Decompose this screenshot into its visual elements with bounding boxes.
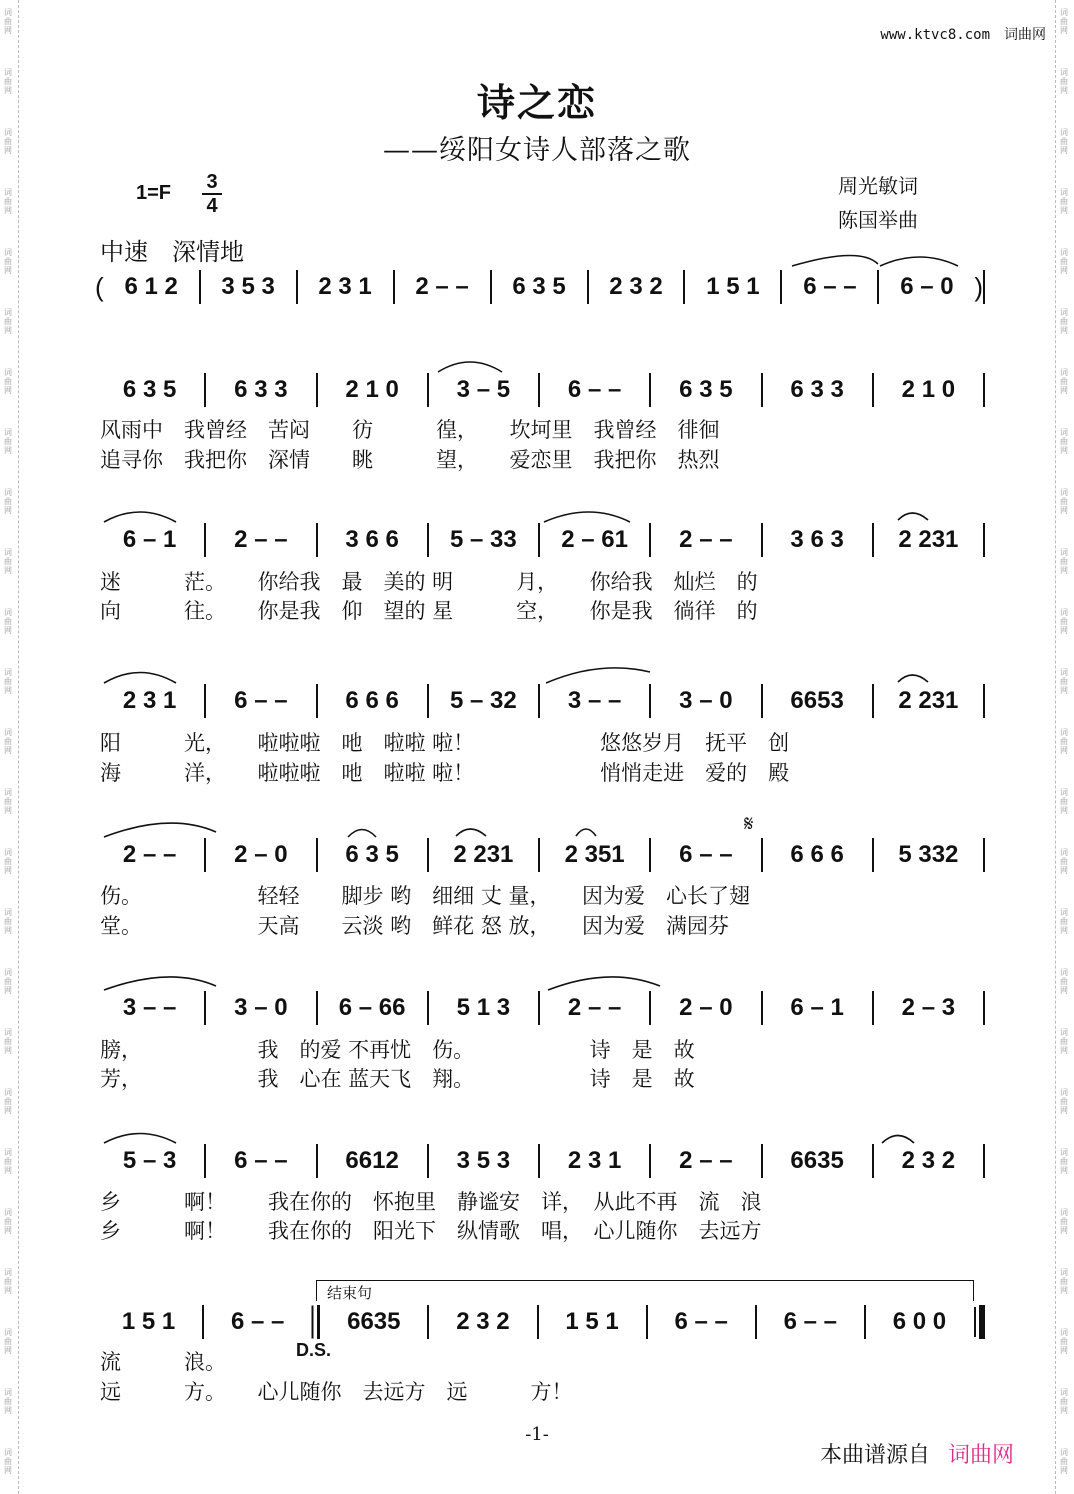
measure: 6 6 6 xyxy=(790,841,844,868)
slur xyxy=(576,829,596,836)
measure: 6 – – xyxy=(567,376,622,403)
measure: 3 6 3 xyxy=(790,526,844,553)
lyric-line: 膀， 我 的爱 不再忧 伤。 诗 是 故 xyxy=(100,1038,695,1062)
score-row-0: ( 6 1 2 3 5 3 2 3 1 2 – – 6 3 5 2 3 2 1 5 1 6 – – 6 – 0 ) xyxy=(95,269,985,305)
measure: 6653 xyxy=(790,687,844,714)
slur xyxy=(104,1134,176,1144)
measure: 6 – – xyxy=(234,1147,288,1174)
watermark-glyphs: 词 曲 网 xyxy=(1060,1448,1068,1475)
watermark-glyphs: 词 曲 网 xyxy=(4,428,12,455)
lyric-line: 堂。 天高 云淡 哟 鲜花 怒 放， 因为爱 满园芬 xyxy=(100,914,730,938)
ds-mark: D.S. xyxy=(296,1340,332,1360)
slur xyxy=(548,977,660,990)
watermark-glyphs: 词 曲 网 xyxy=(1060,668,1068,695)
measure: 6635 xyxy=(790,1147,844,1174)
lyric-line: 风雨中 我曾经 苦闷 彷 徨， 坎坷里 我曾经 徘徊 xyxy=(100,418,720,442)
watermark-glyphs: 词 曲 网 xyxy=(4,668,12,695)
watermark-glyphs: 词 曲 网 xyxy=(1060,608,1068,635)
time-top: 3 xyxy=(206,171,218,193)
lyric-line: 乡 啊！ 我在你的 怀抱里 静谧安 详， 从此不再 流 浪 xyxy=(100,1190,762,1214)
watermark-glyphs: 词 曲 网 xyxy=(4,848,12,875)
song-title: 诗之恋 xyxy=(476,80,597,125)
measure: 6 – 66 xyxy=(338,994,406,1021)
measure: 5 332 xyxy=(898,841,959,868)
measure: 2 3 1 xyxy=(122,687,177,714)
watermark-glyphs: 词 曲 网 xyxy=(1060,308,1068,335)
watermark-glyphs: 词 曲 网 xyxy=(4,728,12,755)
measure: 2 – – xyxy=(567,994,622,1021)
measure: 2 – 3 xyxy=(901,994,956,1021)
watermark-glyphs: 词 曲 网 xyxy=(1060,488,1068,515)
measure: 6 3 3 xyxy=(234,376,288,403)
watermark-glyphs: 词 曲 网 xyxy=(4,248,12,275)
measure: 2 3 1 xyxy=(318,273,372,300)
measure: 5 1 3 xyxy=(456,994,511,1021)
site-url: www.ktvc8.com 词曲网 xyxy=(880,27,1046,43)
slur xyxy=(898,513,928,520)
segno-sign: 𝄋 xyxy=(744,812,754,837)
composer: 陈国举曲 xyxy=(838,208,918,232)
measure: 2 – – xyxy=(122,841,177,868)
measure: 6 – – xyxy=(234,687,288,714)
watermark-glyphs: 词 曲 网 xyxy=(1060,968,1068,995)
watermark-glyphs: 词 曲 网 xyxy=(1060,128,1068,155)
slur xyxy=(104,977,216,990)
lyric-line: 伤。 轻轻 脚步 哟 细细 丈 量， 因为爱 心长了翅 xyxy=(100,884,751,908)
watermark-glyphs: 词 曲 网 xyxy=(1060,908,1068,935)
watermark-glyphs: 词 曲 网 xyxy=(4,308,12,335)
watermark-glyphs: 词 曲 网 xyxy=(4,1268,12,1295)
measure: 2 231 xyxy=(898,687,959,714)
measure: 2 – – xyxy=(415,273,469,300)
watermark-glyphs: 词 曲 网 xyxy=(4,1388,12,1415)
measure: 3 – – xyxy=(122,994,177,1021)
measure: 1 5 1 xyxy=(121,1308,176,1335)
slur xyxy=(456,829,486,836)
watermark-glyphs: 词 曲 网 xyxy=(1060,428,1068,455)
measure: 6 – 1 xyxy=(122,526,177,553)
measure: 3 5 3 xyxy=(456,1147,511,1174)
measure: 6 1 2 xyxy=(124,273,178,300)
lyricist: 周光敏词 xyxy=(838,174,918,198)
watermark-glyphs: 词 曲 网 xyxy=(1060,8,1068,35)
watermark-glyphs: 词 曲 网 xyxy=(1060,368,1068,395)
time-bottom: 4 xyxy=(206,195,218,217)
slur xyxy=(104,823,216,837)
slur xyxy=(104,673,176,684)
watermark-glyphs: 词 曲 网 xyxy=(1060,1328,1068,1355)
measure: 2 1 0 xyxy=(901,376,956,403)
key-signature: 1=F xyxy=(136,182,172,204)
watermark-glyphs: 词 曲 网 xyxy=(1060,548,1068,575)
measure: 2 – 0 xyxy=(679,994,733,1021)
measure: 6 – 1 xyxy=(790,994,844,1021)
measure: 2 3 2 xyxy=(456,1308,510,1335)
slur xyxy=(438,362,502,372)
lyric-line: 追寻你 我把你 深情 眺 望， 爱恋里 我把你 热烈 xyxy=(100,448,720,472)
watermark-glyphs: 词 曲 网 xyxy=(4,1028,12,1055)
watermark-glyphs: 词 曲 网 xyxy=(4,128,12,155)
watermark-glyphs: 词 曲 网 xyxy=(1060,788,1068,815)
measure: 2 3 2 xyxy=(901,1147,956,1174)
measure: 6 3 3 xyxy=(790,376,844,403)
watermark-glyphs: 词 曲 网 xyxy=(4,8,12,35)
measure: 5 – 33 xyxy=(450,526,517,553)
measure: 3 – – xyxy=(567,687,622,714)
measure: 6 – 0 xyxy=(900,273,954,300)
measure: 2 – 61 xyxy=(561,526,628,553)
measure: 2 3 2 xyxy=(609,273,663,300)
measure: 6 0 0 xyxy=(892,1308,947,1335)
measure: 6612 xyxy=(345,1147,399,1174)
lyric-line: 芳， 我 心在 蓝天飞 翔。 诗 是 故 xyxy=(100,1067,695,1091)
lyric-line: 阳 光， 啦啦啦 吔 啦啦 啦！ 悠悠岁月 抚平 创 xyxy=(100,731,790,755)
measure: 2 – – xyxy=(234,526,288,553)
watermark-glyphs: 词 曲 网 xyxy=(4,1448,12,1475)
page-number: -1- xyxy=(525,1424,549,1445)
watermark-glyphs: 词 曲 网 xyxy=(1060,1148,1068,1175)
watermark-glyphs: 词 曲 网 xyxy=(1060,1088,1068,1115)
measure: 6 3 5 xyxy=(345,841,399,868)
measure: 3 6 6 xyxy=(345,526,399,553)
watermark-glyphs: 词 曲 网 xyxy=(1060,1028,1068,1055)
measure: 3 – 0 xyxy=(679,687,733,714)
measure: 2 – – xyxy=(679,1147,733,1174)
measure: 2 231 xyxy=(453,841,514,868)
measure: 5 – 3 xyxy=(122,1147,177,1174)
watermark-glyphs: 词 曲 网 xyxy=(4,908,12,935)
slur xyxy=(544,512,630,522)
source-footer xyxy=(820,1438,1014,1469)
watermark-glyphs: 词 曲 网 xyxy=(4,1088,12,1115)
slur xyxy=(880,257,958,266)
lyric-line: 远 方。 心儿随你 去远方 远 方！ xyxy=(100,1380,573,1404)
watermark-glyphs: 词 曲 网 xyxy=(4,368,12,395)
ending-label: 结束句 xyxy=(327,1284,373,1302)
lyric-line: 迷 茫。 你给我 最 美的 明 月， 你给我 灿烂 的 xyxy=(100,570,758,594)
lyric-line: 流 浪。 xyxy=(100,1350,226,1374)
watermark-glyphs: 词 曲 网 xyxy=(4,1148,12,1175)
watermark-glyphs: 词 曲 网 xyxy=(1060,1208,1068,1235)
measure: 6 – – xyxy=(679,841,733,868)
measure: 1 5 1 xyxy=(706,273,760,300)
watermark-glyphs: 词 曲 网 xyxy=(4,968,12,995)
watermark-glyphs: 词 曲 网 xyxy=(4,188,12,215)
watermark-glyphs: 词 曲 网 xyxy=(4,1208,12,1235)
watermark-glyphs: 词 曲 网 xyxy=(1060,68,1068,95)
source-label: 本曲谱源自 xyxy=(820,1443,931,1468)
measure: 6 – – xyxy=(674,1308,728,1335)
watermark-glyphs: 词 曲 网 xyxy=(4,548,12,575)
watermark-glyphs: 词 曲 网 xyxy=(1060,188,1068,215)
lyric-line: 向 往。 你是我 仰 望的 星 空， 你是我 徜徉 的 xyxy=(100,599,758,623)
measure: 6 – – xyxy=(230,1308,285,1335)
measure: 2 231 xyxy=(898,526,959,553)
slur xyxy=(546,668,650,683)
measure: 2 1 0 xyxy=(345,376,399,403)
measure: 6 6 6 xyxy=(345,687,399,714)
measure: 1 5 1 xyxy=(565,1308,619,1335)
measure: 2 3 1 xyxy=(567,1147,622,1174)
watermark-glyphs: 词 曲 网 xyxy=(1060,848,1068,875)
measure: 3 – 5 xyxy=(456,376,511,403)
watermark-glyphs: 词 曲 网 xyxy=(4,608,12,635)
measure: 6 3 5 xyxy=(679,376,733,403)
measure: 6635 xyxy=(347,1308,401,1335)
slur xyxy=(104,512,176,522)
measure: 2 – – xyxy=(679,526,733,553)
measure: 2 351 xyxy=(564,841,625,868)
measure: 6 3 5 xyxy=(512,273,566,300)
lyric-line: 海 洋， 啦啦啦 吔 啦啦 啦！ 悄悄走进 爱的 殿 xyxy=(100,761,790,785)
measure: 6 – – xyxy=(803,273,857,300)
watermark-glyphs: 词 曲 网 xyxy=(4,68,12,95)
measure: 3 5 3 xyxy=(221,273,275,300)
tempo-marking: 中速 深情地 xyxy=(100,238,244,266)
watermark-glyphs: 词 曲 网 xyxy=(4,1328,12,1355)
measure: 5 – 32 xyxy=(450,687,517,714)
measure: 6 – – xyxy=(783,1308,837,1335)
watermark-glyphs: 词 曲 网 xyxy=(1060,1268,1068,1295)
watermark-glyphs: 词 曲 网 xyxy=(4,488,12,515)
watermark-glyphs: 词 曲 网 xyxy=(4,788,12,815)
slur xyxy=(882,1136,914,1144)
song-subtitle: ——绥阳女诗人部落之歌 xyxy=(383,135,691,166)
slur xyxy=(898,675,928,682)
measure: 6 3 5 xyxy=(122,376,177,403)
watermark-glyphs: 词 曲 网 xyxy=(1060,248,1068,275)
watermark-glyphs: 词 曲 网 xyxy=(1060,1388,1068,1415)
source-site-link[interactable]: 词曲网 xyxy=(948,1443,1015,1468)
measure: 2 – 0 xyxy=(234,841,288,868)
watermark-glyphs: 词 曲 网 xyxy=(1060,728,1068,755)
measure: 3 – 0 xyxy=(234,994,288,1021)
slur xyxy=(792,255,878,266)
lyric-line: 乡 啊！ 我在你的 阳光下 纵情歌 唱， 心儿随你 去远方 xyxy=(100,1219,762,1243)
slur xyxy=(348,830,376,838)
